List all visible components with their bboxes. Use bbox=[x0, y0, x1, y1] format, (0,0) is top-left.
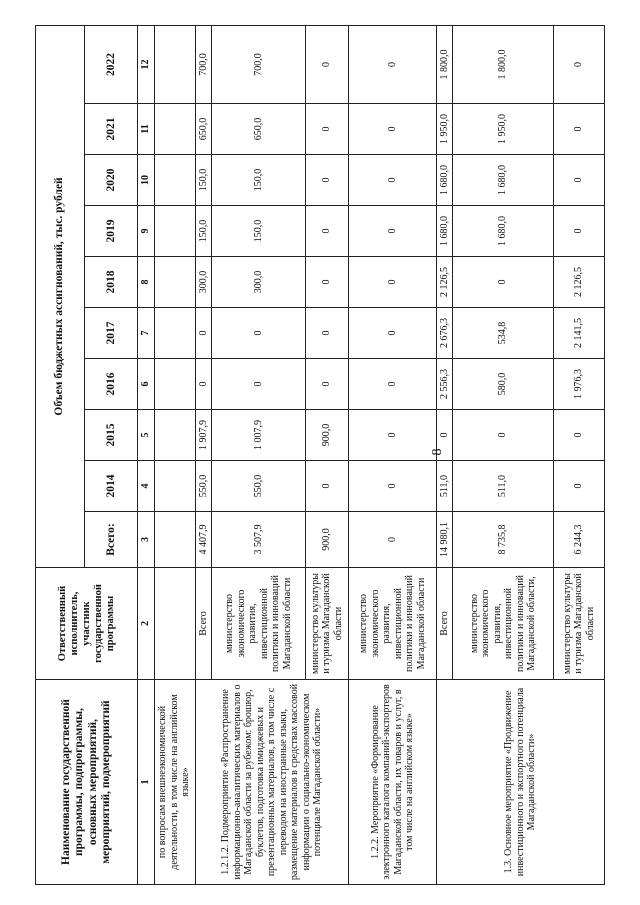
value-cell: 700,0 bbox=[195, 25, 211, 103]
value-cell: 0 bbox=[349, 410, 437, 461]
column-index: 10 bbox=[138, 155, 154, 206]
value-cell: 2 126,5 bbox=[553, 257, 604, 308]
table-row bbox=[437, 25, 453, 884]
value-cell: 2 126,5 bbox=[437, 257, 453, 308]
value-cell: 1 950,0 bbox=[453, 104, 553, 155]
value-cell bbox=[154, 25, 195, 103]
value-cell: 0 bbox=[306, 155, 349, 206]
value-cell: 0 bbox=[349, 308, 437, 359]
header-responsible: Ответственный исполнитель, участник государственной программы bbox=[36, 568, 138, 680]
value-cell: 150,0 bbox=[195, 206, 211, 257]
responsible-cell: министерство культуры и туризма Магаданской области bbox=[306, 568, 349, 680]
header-year: 2021 bbox=[85, 104, 138, 155]
header-year: 2022 bbox=[85, 25, 138, 103]
responsible-cell bbox=[154, 568, 195, 680]
column-index: 6 bbox=[138, 359, 154, 410]
table-row bbox=[154, 25, 195, 884]
total-cell: 14 980,1 bbox=[437, 512, 453, 568]
value-cell: 2 141,5 bbox=[553, 308, 604, 359]
value-cell: 0 bbox=[195, 308, 211, 359]
header-row-1 bbox=[36, 25, 85, 884]
value-cell: 534,8 bbox=[453, 308, 553, 359]
value-cell: 900,0 bbox=[306, 410, 349, 461]
program-name-cell: по вопросам внешнеэкономической деятельности, в том числе на английском языке» bbox=[154, 680, 195, 885]
value-cell: 0 bbox=[306, 206, 349, 257]
value-cell: 1 907,9 bbox=[195, 410, 211, 461]
value-cell: 0 bbox=[306, 308, 349, 359]
value-cell: 511,0 bbox=[453, 461, 553, 512]
value-cell bbox=[154, 155, 195, 206]
value-cell: 0 bbox=[553, 461, 604, 512]
value-cell bbox=[154, 257, 195, 308]
value-cell: 0 bbox=[211, 359, 305, 410]
program-name-cell: 1.2.1.2. Подмероприятие «Распространение информационно-аналитических материалов о Магаданской области за рубежом: брошюр, буклетов, подготовка имиджевых и презентационных материалов, в том числе с переводом на иностранные языки, размещение материалов в средствах массовой информации о социально-экономическом потенциале Магаданской области» bbox=[195, 680, 348, 885]
budget-allocation-table bbox=[35, 25, 605, 885]
value-cell: 150,0 bbox=[211, 206, 305, 257]
value-cell: 1 976,3 bbox=[553, 359, 604, 410]
total-cell: 0 bbox=[349, 512, 437, 568]
value-cell: 0 bbox=[306, 461, 349, 512]
column-index: 8 bbox=[138, 257, 154, 308]
value-cell: 700,0 bbox=[211, 25, 305, 103]
value-cell: 2 556,3 bbox=[437, 359, 453, 410]
value-cell: 1 950,0 bbox=[437, 104, 453, 155]
value-cell: 150,0 bbox=[211, 155, 305, 206]
header-year: 2016 bbox=[85, 359, 138, 410]
header-year: 2020 bbox=[85, 155, 138, 206]
responsible-cell: Всего bbox=[195, 568, 211, 680]
value-cell: 0 bbox=[453, 410, 553, 461]
responsible-cell: министерство экономического развития, инвестиционной политики и инноваций Магаданской области, bbox=[453, 568, 553, 680]
column-index: 4 bbox=[138, 461, 154, 512]
value-cell bbox=[154, 461, 195, 512]
value-cell: 511,0 bbox=[437, 461, 453, 512]
value-cell: 0 bbox=[349, 359, 437, 410]
value-cell: 1 680,0 bbox=[437, 206, 453, 257]
budget-table-sheet bbox=[35, 25, 605, 885]
value-cell: 0 bbox=[553, 25, 604, 103]
column-index: 12 bbox=[138, 25, 154, 103]
header-program-name: Наименование государственной программы, подпрограммы, основных мероприятий, мероприятий, подмероприятий bbox=[36, 680, 138, 885]
value-cell: 550,0 bbox=[211, 461, 305, 512]
header-year: 2018 bbox=[85, 257, 138, 308]
value-cell: 0 bbox=[349, 155, 437, 206]
responsible-cell: Всего bbox=[437, 568, 453, 680]
value-cell: 0 bbox=[349, 257, 437, 308]
value-cell: 550,0 bbox=[195, 461, 211, 512]
value-cell bbox=[154, 410, 195, 461]
responsible-cell: министерство культуры и туризма Магаданской области bbox=[553, 568, 604, 680]
column-index: 3 bbox=[138, 512, 154, 568]
value-cell: 1 800,0 bbox=[453, 25, 553, 103]
value-cell: 1 680,0 bbox=[453, 155, 553, 206]
column-index: 1 bbox=[138, 680, 154, 885]
value-cell: 0 bbox=[195, 359, 211, 410]
header-total: Всего: bbox=[85, 512, 138, 568]
total-cell bbox=[154, 512, 195, 568]
total-cell: 8 735,8 bbox=[453, 512, 553, 568]
responsible-cell: министерство экономического развития, инвестиционной политики и инноваций Магаданской области bbox=[349, 568, 437, 680]
value-cell: 0 bbox=[349, 104, 437, 155]
header-year: 2015 bbox=[85, 410, 138, 461]
value-cell: 1 007,9 bbox=[211, 410, 305, 461]
column-index: 9 bbox=[138, 206, 154, 257]
value-cell: 0 bbox=[553, 104, 604, 155]
value-cell: 0 bbox=[211, 308, 305, 359]
value-cell: 0 bbox=[453, 257, 553, 308]
value-cell: 0 bbox=[437, 410, 453, 461]
value-cell: 650,0 bbox=[195, 104, 211, 155]
header-year: 2019 bbox=[85, 206, 138, 257]
total-cell: 3 507,9 bbox=[211, 512, 305, 568]
value-cell bbox=[154, 104, 195, 155]
value-cell: 0 bbox=[553, 155, 604, 206]
value-cell: 0 bbox=[306, 257, 349, 308]
value-cell: 150,0 bbox=[195, 155, 211, 206]
column-index: 5 bbox=[138, 410, 154, 461]
header-budget-volume: Объем бюджетных ассигнований, тыс. рублей bbox=[36, 25, 85, 567]
value-cell: 580,0 bbox=[453, 359, 553, 410]
value-cell: 300,0 bbox=[195, 257, 211, 308]
column-index: 2 bbox=[138, 568, 154, 680]
header-year: 2014 bbox=[85, 461, 138, 512]
value-cell: 2 676,3 bbox=[437, 308, 453, 359]
value-cell bbox=[154, 206, 195, 257]
value-cell: 1 680,0 bbox=[437, 155, 453, 206]
table-row bbox=[195, 25, 211, 884]
program-name-cell: 1.3. Основное мероприятие «Продвижение инвестиционного и экспортного потенциала Магаданской области» bbox=[437, 680, 605, 885]
column-index: 7 bbox=[138, 308, 154, 359]
total-cell: 4 407,9 bbox=[195, 512, 211, 568]
value-cell bbox=[154, 308, 195, 359]
page-number: 8 bbox=[430, 448, 445, 456]
value-cell: 0 bbox=[349, 206, 437, 257]
value-cell: 300,0 bbox=[211, 257, 305, 308]
table-row bbox=[349, 25, 437, 884]
value-cell: 0 bbox=[349, 461, 437, 512]
value-cell: 0 bbox=[553, 410, 604, 461]
value-cell: 0 bbox=[349, 25, 437, 103]
header-year: 2017 bbox=[85, 308, 138, 359]
value-cell: 0 bbox=[306, 359, 349, 410]
value-cell: 1 680,0 bbox=[453, 206, 553, 257]
value-cell: 0 bbox=[306, 25, 349, 103]
value-cell: 1 800,0 bbox=[437, 25, 453, 103]
value-cell: 0 bbox=[306, 104, 349, 155]
total-cell: 900,0 bbox=[306, 512, 349, 568]
value-cell bbox=[154, 359, 195, 410]
value-cell: 650,0 bbox=[211, 104, 305, 155]
total-cell: 6 244,3 bbox=[553, 512, 604, 568]
column-index: 11 bbox=[138, 104, 154, 155]
column-index-row bbox=[138, 25, 154, 884]
responsible-cell: министерство экономического развития, инвестиционной политики и инноваций Магаданской области bbox=[211, 568, 305, 680]
program-name-cell: 1.2.2. Мероприятие «Формирование электронного каталога компаний-экспортеров Магаданской области, их товаров и услуг, в том числе на английском языке» bbox=[349, 680, 437, 885]
value-cell: 0 bbox=[553, 206, 604, 257]
